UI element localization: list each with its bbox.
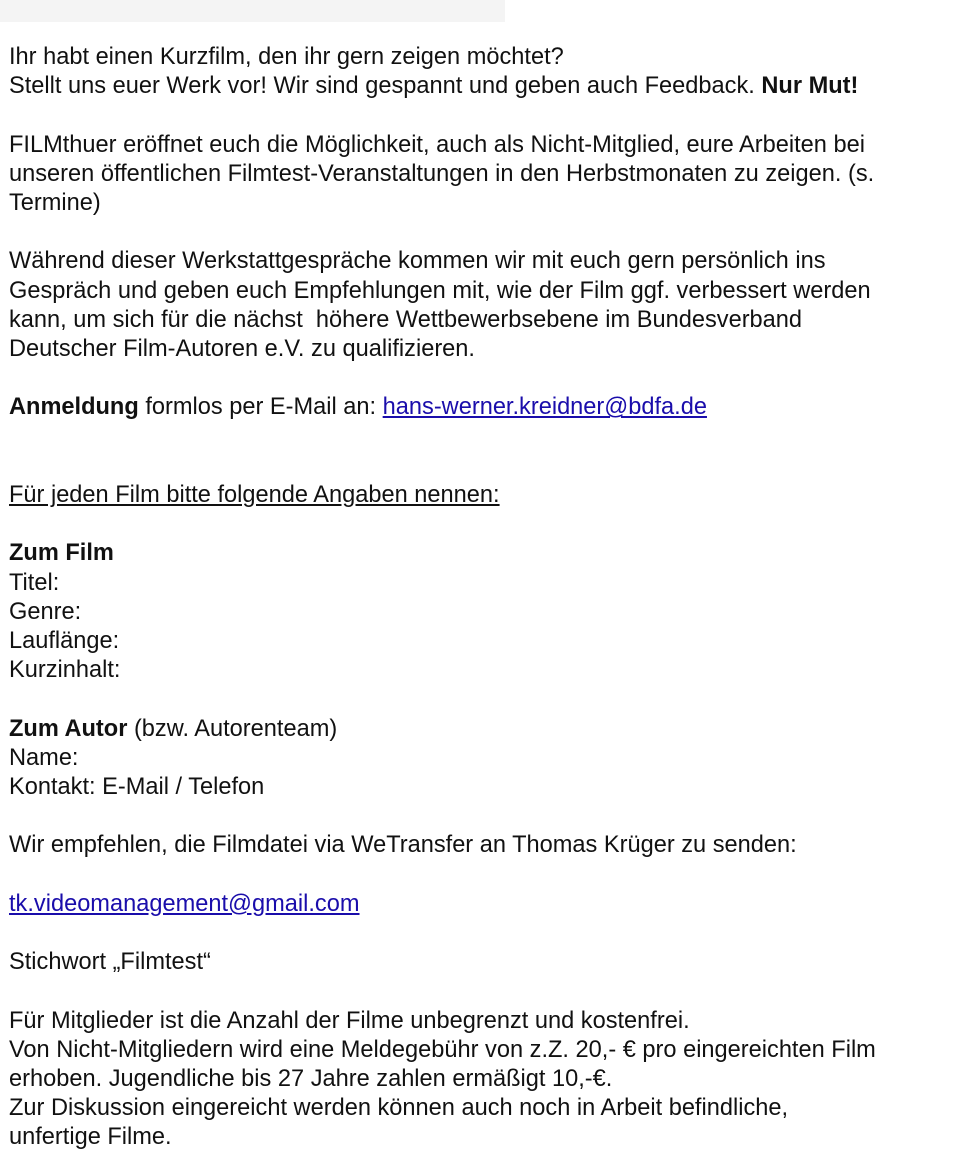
film-field-titel: Titel: [9, 569, 60, 596]
gebuehren-line-4: Zur Diskussion eingereicht werden können auch noch in Arbeit befindliche, [9, 1095, 789, 1122]
zum-autor-suffix: (bzw. Autorenteam) [127, 715, 338, 742]
spacer [9, 977, 959, 1006]
spacer [9, 218, 959, 247]
filmthuer-line-3: Termine) [9, 190, 101, 216]
filmthuer-line-1: FILMthuer eröffnet euch die Möglichkeit, auch als Nicht-Mitglied, eure Arbeiten bei [9, 131, 865, 158]
anmeldung-email-link[interactable]: hans-werner.kreidner@bdfa.de [382, 394, 707, 421]
wetransfer-email-link[interactable]: tk.videomanagement@gmail.com [9, 890, 360, 917]
spacer [9, 919, 959, 948]
werkstatt-line-2: Gespräch und geben euch Empfehlungen mit, wie der Film ggf. verbessert werden [9, 277, 871, 304]
spacer [9, 685, 959, 714]
film-field-laufzeit: Lauflänge: [9, 627, 120, 654]
spacer [9, 423, 959, 481]
gebuehren-line-1: Für Mitglieder ist die Anzahl der Filme unbegrenzt und kostenfrei. [9, 1007, 690, 1034]
zum-autor-heading [9, 715, 959, 744]
gebuehren-line-3: erhoben. Jugendliche bis 27 Jahre zahlen ermäßigt 10,-€. [9, 1065, 613, 1092]
film-field-genre: Genre: [9, 598, 82, 625]
spacer [9, 861, 959, 890]
gebuehren-line-5: unfertige Filme. [9, 1124, 172, 1151]
intro-line-2 [9, 72, 959, 101]
anmeldung-label: Anmeldung [9, 394, 139, 421]
autor-field-kontakt: Kontakt: E-Mail / Telefon [9, 773, 265, 800]
nur-mut: Nur Mut! [761, 73, 859, 100]
werkstatt-line-4: Deutscher Film-Autoren e.V. zu qualifizieren. [9, 336, 475, 362]
anmeldung-text: formlos per E-Mail an: [138, 394, 383, 421]
intro-line-1: Ihr habt einen Kurzfilm, den ihr gern zeigen möchtet? [9, 44, 564, 70]
werkstatt-line-3: kann, um sich für die nächst höhere Wettbewerbsebene im Bundesverband [9, 306, 803, 333]
autor-field-name: Name: [9, 744, 79, 771]
spacer [9, 101, 959, 130]
gebuehren-line-2: Von Nicht-Mitgliedern wird eine Meldegebühr von z.Z. 20,- € pro eingereichten Film [9, 1036, 876, 1063]
zum-film-heading: Zum Film [9, 540, 114, 567]
anmeldung-line [9, 393, 959, 422]
intro-line-2-text: Stellt uns euer Werk vor! Wir sind gespannt und geben auch Feedback. [9, 73, 762, 100]
spacer [9, 802, 959, 831]
wetransfer-text: Wir empfehlen, die Filmdatei via WeTransfer an Thomas Krüger zu senden: [9, 832, 797, 859]
spacer [9, 364, 959, 393]
film-field-kurzinhalt: Kurzinhalt: [9, 657, 121, 684]
zum-autor-label: Zum Autor [9, 715, 128, 742]
top-strip [0, 0, 505, 22]
filmthuer-line-2: unseren öffentlichen Filmtest-Veranstaltungen in den Herbstmonaten zu zeigen. (s. [9, 160, 875, 187]
wetransfer-email-line [9, 890, 959, 919]
spacer [9, 510, 959, 539]
document-body [9, 43, 959, 1153]
angaben-heading: Für jeden Film bitte folgende Angaben nennen: [9, 481, 500, 508]
stichwort: Stichwort „Filmtest“ [9, 949, 211, 976]
werkstatt-line-1: Während dieser Werkstattgespräche kommen wir mit euch gern persönlich ins [9, 248, 826, 275]
